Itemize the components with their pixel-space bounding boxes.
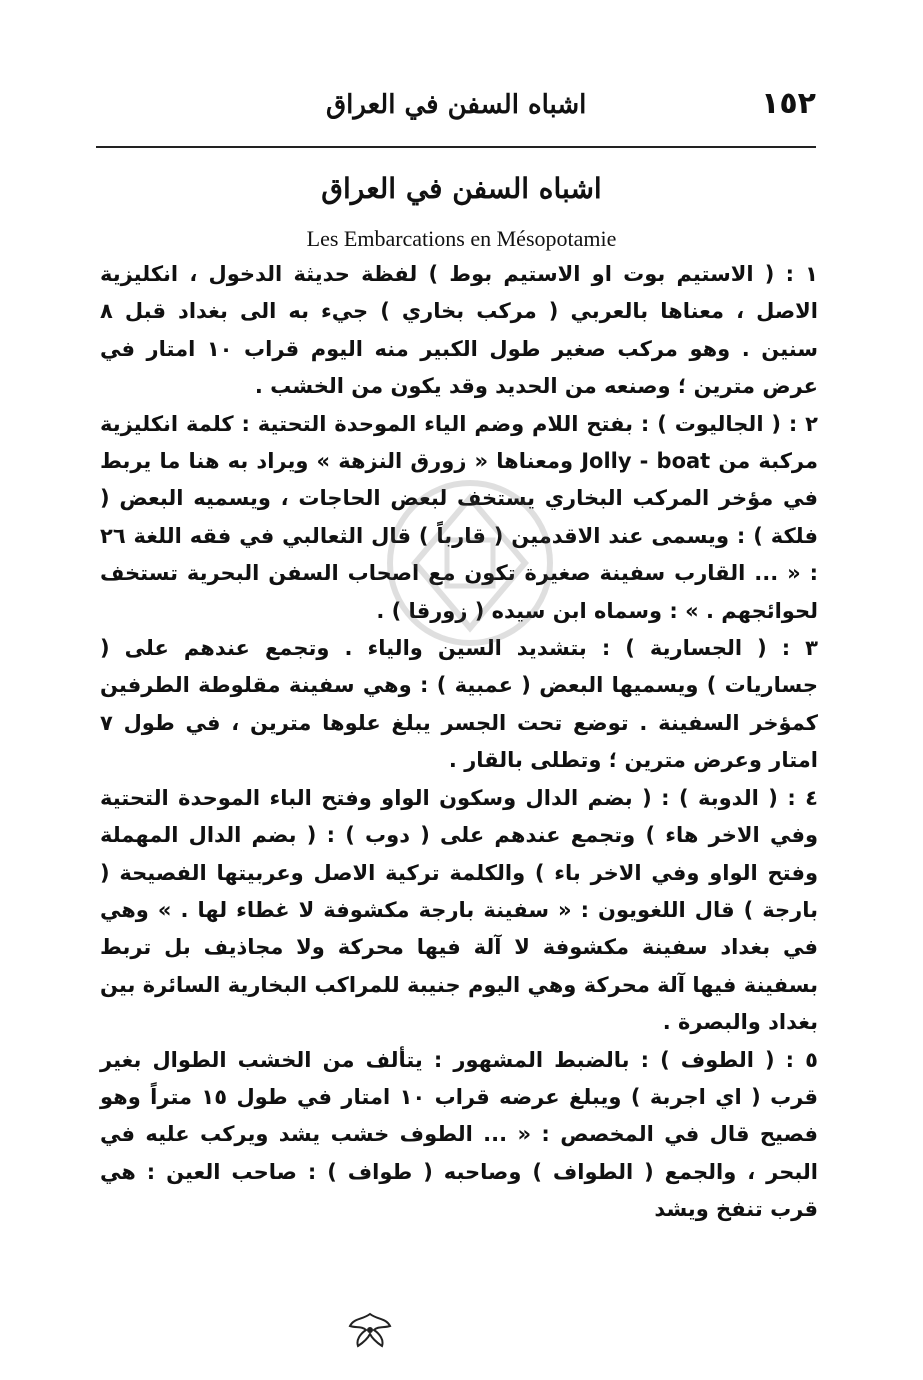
article-title: اشباه السفن في العراق <box>321 172 602 205</box>
paragraph-5: ٥ : ( الطوف ) : بالضبط المشهور : يتألف من الخشب الطوال بغير قرب ( اي اجربة ) ويبلغ عرضه قراب ١٠ امتار في طول ١٥ متراً وهو فصيح قال في المخصص : « ... الطوف خشب يشد ويركب عليه في البحر ، والجمع ( الطواف ) وصاحبه ( طواف ) : صاحب العين : هي قرب تنفخ ويشد <box>100 1047 818 1222</box>
french-title: Les Embarcations en Mésopotamie <box>306 226 617 251</box>
article-body <box>100 256 818 1229</box>
paragraph-2: ٢ : ( الجاليوت ) : بفتح اللام وضم الياء الموحدة التحتية : كلمة انكليزية مركبة من Jolly - boat ومعناها « زورق النزهة » ويراد به هنا ما يربط في مؤخر المركب البخاري يستخف لبعض الحاجات ، ويسميه البعض ( فلكة ) : ويسمى عند الاقدمين ( قارباً ) قال الثعالبي في فقه اللغة ٢٦ : « ... القارب سفينة صغيرة تكون مع اصحاب السفن البحرية تستخف لحوائجهم . » : وسماه ابن سيده ( زورقا ) . <box>100 411 818 623</box>
paragraph-3: ٣ : ( الجسارية ) : بتشديد السين والياء . وتجمع عندهم على ( جساريات ) ويسميها البعض ( عمبية ) : وهي سفينة مقلوطة الطرفين كمؤخر السفينة . توضع تحت الجسر يبلغ علوها مترين ، في طول ٧ امتار وعرض مترين ؛ وتطلى بالقار . <box>100 636 818 773</box>
running-head <box>96 86 816 136</box>
library-seal-watermark <box>375 468 565 658</box>
footer-ornament-icon <box>340 1308 400 1352</box>
page-number: ١٥٢ <box>761 86 816 121</box>
paragraph-4: ٤ : ( الدوبة ) : ( بضم الدال وسكون الواو وفتح الباء الموحدة التحتية وفي الاخر هاء ) وتجمع عندهم على ( دوب ) : ( بضم الدال المهملة وفتح الواو وفي الاخر باء ) والكلمة تركية الاصل وعربيتها الفصيحة ( بارجة ) قال اللغويون : « سفينة بارجة مكشوفة لا غطاء لها . » وهي في بغداد سفينة مكشوفة لا آلة فيها محركة ولا مجاذيف بل تربط بسفينة فيها آلة محركة وهي اليوم جنيبة للمراكب البخارية السائرة بين بغداد والبصرة . <box>100 785 818 1035</box>
paragraph-1: ١ : ( الاستيم بوت او الاستيم بوط ) لفظة حديثة الدخول ، انكليزية الاصل ، معناها بالعربي ( مركب بخاري ) جيء به الى بغداد قبل ٨ سنين . وهو مركب صغير طول الكبير منه اليوم قراب ١٠ امتار في عرض مترين ؛ وصنعه من الحديد وقد يكون من الخشب . <box>100 262 818 399</box>
header-rule <box>96 146 816 148</box>
running-title: اشباه السفن في العراق <box>326 90 587 120</box>
